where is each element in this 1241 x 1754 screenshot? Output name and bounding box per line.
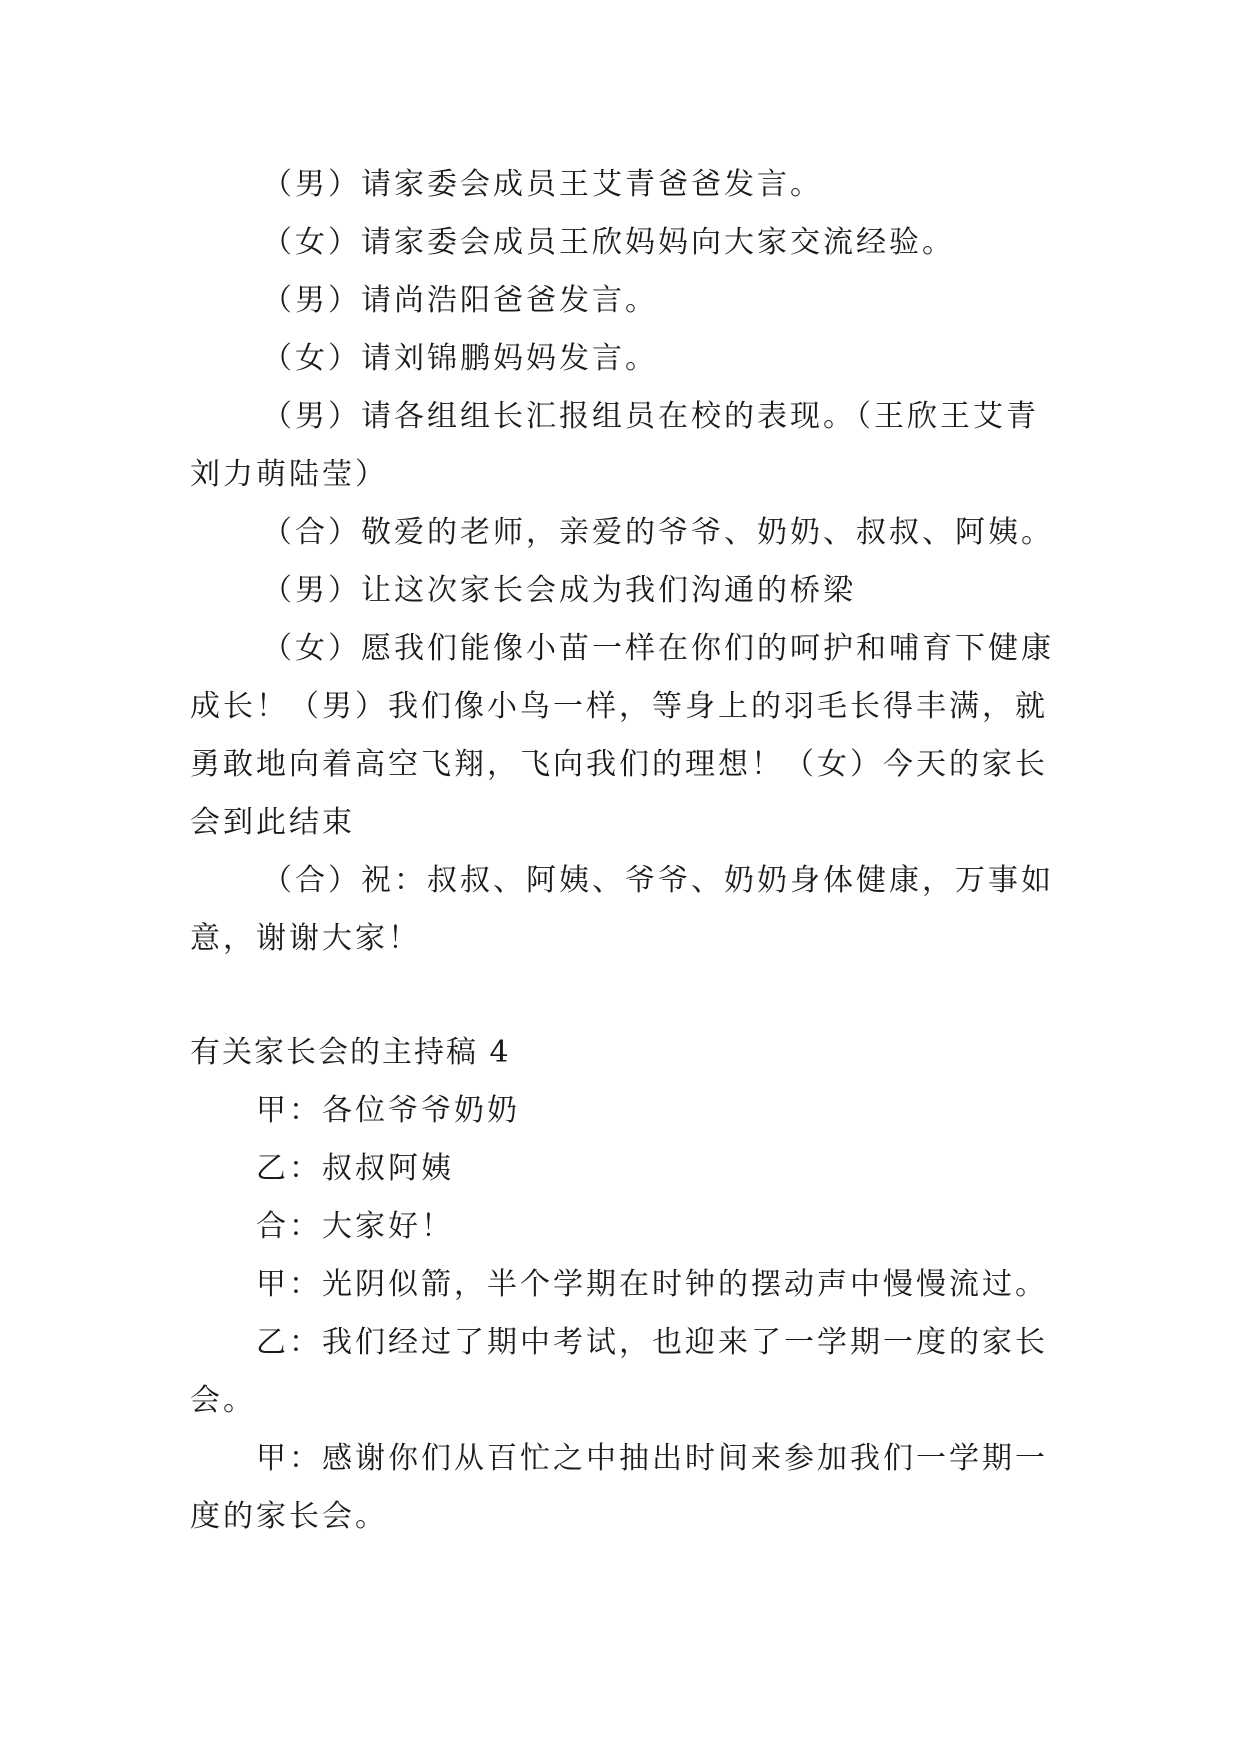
paragraph-line: 意，谢谢大家！ [190, 921, 421, 956]
paragraph-line: 会。 [190, 1383, 256, 1418]
paragraph-line: 成长！（男）我们像小鸟一样，等身上的羽毛长得丰满，就 [190, 689, 1048, 724]
paragraph-line: 甲：感谢你们从百忙之中抽出时间来参加我们一学期一 [256, 1441, 1048, 1476]
paragraph-line: 甲：光阴似箭，半个学期在时钟的摆动声中慢慢流过。 [256, 1267, 1048, 1302]
paragraph-line: 刘力萌陆莹） [190, 457, 388, 492]
paragraph-line: 勇敢地向着高空飞翔，飞向我们的理想！（女）今天的家长 [190, 747, 1048, 782]
paragraph-line: （女）愿我们能像小苗一样在你们的呵护和哺育下健康 [262, 631, 1054, 666]
paragraph-line: （女）请家委会成员王欣妈妈向大家交流经验。 [262, 225, 955, 260]
section-spacer [190, 968, 1050, 1024]
paragraph-line: 乙：我们经过了期中考试，也迎来了一学期一度的家长 [256, 1325, 1048, 1360]
paragraph-line: 合：大家好！ [256, 1209, 454, 1244]
paragraph-line: （合）敬爱的老师，亲爱的爷爷、奶奶、叔叔、阿姨。 [262, 515, 1054, 550]
document-page [190, 156, 1054, 1546]
paragraph-line: 乙：叔叔阿姨 [256, 1151, 454, 1186]
paragraph-line: （男）请尚浩阳爸爸发言。 [262, 283, 658, 318]
paragraph-line: （男）请家委会成员王艾青爸爸发言。 [262, 167, 823, 202]
paragraph-line: （合）祝：叔叔、阿姨、爷爷、奶奶身体健康，万事如 [262, 863, 1054, 898]
paragraph-line: 度的家长会。 [190, 1499, 388, 1534]
paragraph-line: （男）让这次家长会成为我们沟通的桥梁 [262, 573, 856, 608]
paragraph-line: 会到此结束 [190, 805, 355, 840]
paragraph-line: （女）请刘锦鹏妈妈发言。 [262, 341, 658, 376]
paragraph-line: 甲：各位爷爷奶奶 [256, 1093, 520, 1128]
section-heading: 有关家长会的主持稿 4 [190, 1035, 511, 1070]
paragraph-line: （男）请各组组长汇报组员在校的表现。（王欣王艾青 [262, 399, 1039, 434]
